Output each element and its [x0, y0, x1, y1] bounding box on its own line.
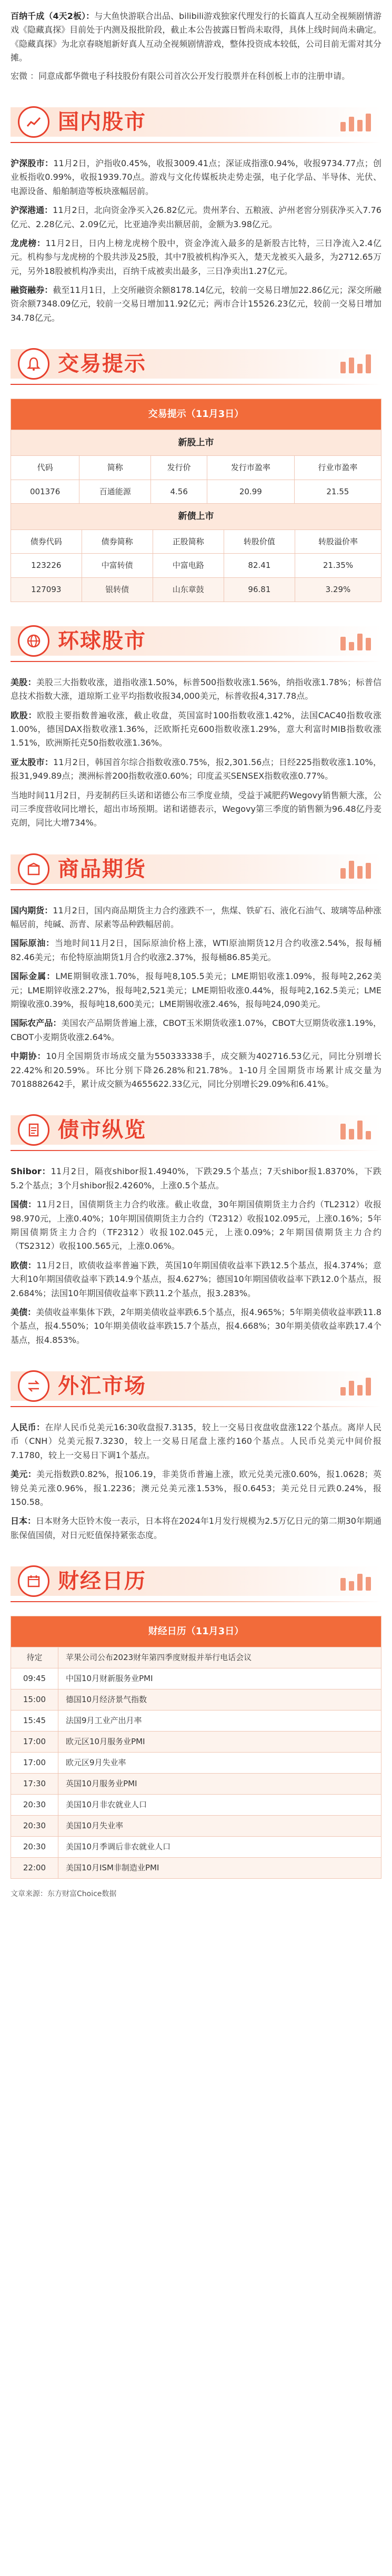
decoration — [337, 626, 374, 656]
para-text: 日本财务大臣铃木俊一表示，日本将在2024年1月发行规模为2.5万亿日元的第二期30年期通胀保值国债，对日元贬值保持紧张态度。 — [11, 1516, 381, 1540]
paragraph — [11, 709, 381, 750]
news-text: 与大鱼快游联合出品、bilibili游戏独家代理发行的长篇真人互动全视频剧情游戏《隐藏真探》目前处于内测及报批阶段，截止本公告披露日暂尚未取得，具体上线时间尚未确定。《隐藏真探》为北京春晓旭新好真人互动全视频剧情游戏，整体投资成本较低，公司目前无需对其分摊。 — [11, 11, 381, 63]
table-cell: 001376 — [11, 480, 79, 503]
calendar-time: 22:00 — [11, 1858, 58, 1878]
column-header: 正股简称 — [153, 530, 224, 554]
calendar-row — [11, 1668, 381, 1689]
paragraph — [11, 237, 381, 278]
calendar-rows — [11, 1647, 381, 1878]
para-lead: 欧股： — [11, 710, 37, 720]
para-lead: 龙虎榜： — [11, 238, 46, 248]
para-text: 美元指数跌0.82%，报106.19，非美货币普遍上涨，欧元兑美元涨0.60%，报1.0628；英镑兑美元涨0.96%，报1.2236；澳元兑美元涨1.53%，报0.6453；美元兑日元跌0.24%，报150.58。 — [11, 1469, 381, 1508]
table-row — [11, 480, 381, 503]
decoration — [337, 854, 374, 884]
section-title: 债市纵览 — [58, 1118, 146, 1143]
section-title: 环球股市 — [58, 628, 146, 653]
para-text: 11月2日，国内商品期货主力合约涨跌不一，焦煤、铁矿石、液化石油气、玻璃等品种涨幅居前，纯碱、沥青、尿素等品种跌幅居前。 — [11, 905, 381, 930]
section-title: 交易提示 — [58, 352, 146, 376]
calendar-event: 法国9月工业产出月率 — [66, 1716, 142, 1725]
calendar-event: 苹果公司公布2023财年第四季度财报并举行电话会议 — [66, 1653, 252, 1662]
news-item — [11, 69, 381, 83]
table-cell: 123226 — [11, 554, 82, 578]
calendar-row — [11, 1794, 381, 1815]
paragraph — [11, 1165, 381, 1193]
calendar-event: 中国10月财新服务业PMI — [66, 1674, 153, 1683]
column-header: 简称 — [79, 455, 151, 480]
para-text: 11月2日，韩国首尔综合指数收涨0.75%，报2,301.56点；日经225指数收涨1.10%，报31,949.89点；澳洲标普200指数收涨0.60%；印度孟买SENSEX指数收涨0.77%。 — [11, 757, 381, 781]
news-list — [11, 9, 381, 83]
para-lead: 国际农产品： — [11, 1018, 62, 1029]
para-text: 11月2日，沪指收0.45%，收报3009.41点；深证成指涨0.94%，收报9734.77点；创业板指收0.99%，收报1939.70点。游戏与文化传媒板块走势走强，电子化学品、半导体、光伏、电源设备、船舶制造等板块涨幅居前。 — [11, 158, 381, 196]
global-content — [11, 676, 381, 830]
news-lead: 百纳千成（4天2板）： — [11, 11, 95, 21]
section-header-calendar — [11, 1557, 381, 1605]
table-cell: 21.35% — [295, 554, 381, 578]
paragraph — [11, 936, 381, 964]
para-lead: 国债： — [11, 1199, 37, 1210]
paragraph — [11, 756, 381, 783]
table-subtitle: 新债上市 — [11, 503, 381, 529]
calendar-row — [11, 1836, 381, 1857]
para-text: LME期铜收涨1.70%，报每吨8,105.5美元；LME期铝收涨1.09%，报每吨2,262美元；LME期锌收涨2.27%，报每吨2,521美元；LME期铅收涨0.44%，报每吨2,162.5美元；LME期镍收涨0.39%，报每吨18,600美元；LME期锡收涨2.46%，报每吨24,090美元。 — [11, 971, 381, 1010]
para-lead: 人民币： — [11, 1422, 45, 1433]
calendar-event: 美国10月季调后非农就业人口 — [66, 1842, 171, 1851]
para-lead: 美股： — [11, 677, 36, 687]
table-cell: 20.99 — [207, 480, 294, 503]
source-footer: 文章来源：东方财富Choice数据 — [11, 1889, 117, 1898]
section-header-fx — [11, 1362, 381, 1410]
column-header: 债券代码 — [11, 530, 82, 554]
para-lead: 沪深股市： — [11, 158, 54, 168]
paragraph — [11, 283, 381, 325]
calendar-time: 待定 — [11, 1647, 58, 1668]
table-title: 交易提示（11月3日） — [11, 399, 381, 430]
calendar-time: 15:00 — [11, 1689, 58, 1710]
table-cell: 3.29% — [295, 578, 381, 602]
section-header-domestic — [11, 98, 381, 146]
column-header: 发行价 — [151, 455, 207, 480]
paragraph — [11, 203, 381, 231]
paragraph — [11, 1050, 381, 1091]
bell-icon — [18, 348, 49, 380]
paragraph — [11, 904, 381, 932]
calendar-row — [11, 1710, 381, 1731]
paragraph — [11, 1306, 381, 1347]
para-lead: Shibor： — [11, 1166, 51, 1177]
paragraph — [11, 789, 381, 830]
table-row — [11, 554, 381, 578]
para-lead: 日本： — [11, 1516, 36, 1526]
section-header-bond — [11, 1106, 381, 1154]
para-lead: 美元： — [11, 1469, 37, 1480]
para-text: 美股三大指数收涨，道指收涨1.50%，标普500指数收涨1.56%，纳指收涨1.78%；标普信息技术指数大涨，道琼斯工业平均指数收报34,000美元，标普收报4,317.78点。 — [11, 677, 381, 701]
para-text: 欧股主要指数普遍收涨，截止收盘，英国富时100指数收涨1.42%，法国CAC40指数收涨1.00%，德国DAX指数收涨1.36%，泛欧斯托克600指数收涨1.29%，意大利富时MIB指数收涨1.51%，欧洲斯托克50指数收涨1.36%。 — [11, 710, 381, 748]
column-header: 转股价值 — [224, 530, 295, 554]
decoration — [337, 349, 374, 379]
document-icon — [18, 1114, 49, 1146]
decoration — [337, 1115, 374, 1145]
commodity-content — [11, 904, 381, 1092]
para-text: 截至11月1日，上交所融资余额8178.14亿元，较前一交易日增加22.86亿元；深交所融资余额7348.09亿元，较前一交易日增加11.92亿元；两市合计15526.23亿元，较前一交易日增加34.78亿元。 — [11, 285, 381, 323]
table-cell: 82.41 — [224, 554, 295, 578]
calendar-row — [11, 1731, 381, 1752]
trade-table — [11, 399, 381, 602]
column-header: 发行市盈率 — [207, 455, 294, 480]
table-cell: 银转债 — [82, 578, 153, 602]
calendar-row — [11, 1647, 381, 1668]
paragraph — [11, 1468, 381, 1509]
calendar-event: 美国10月ISM非制造业PMI — [66, 1863, 159, 1872]
para-lead: 中期协： — [11, 1051, 46, 1062]
para-lead: 沪深港通： — [11, 205, 53, 216]
para-lead: 国际金属： — [11, 971, 56, 982]
column-header: 转股溢价率 — [295, 530, 381, 554]
paragraph — [11, 1421, 381, 1462]
section-header-trade — [11, 340, 381, 388]
paragraph — [11, 676, 381, 704]
calendar-event: 美国10月失业率 — [66, 1821, 124, 1830]
calendar-icon — [18, 1565, 49, 1597]
para-text: 当地时间11月2日，国际原油价格上涨，WTI原油期货12月合约收涨2.54%，报每桶82.46美元；布伦特原油期货1月合约收涨2.37%，报每桶86.85美元。 — [11, 938, 381, 962]
calendar-row — [11, 1815, 381, 1836]
calendar-row — [11, 1752, 381, 1773]
table-cell: 百通能源 — [79, 480, 151, 503]
calendar-time: 09:45 — [11, 1668, 58, 1689]
para-lead: 融资融券： — [11, 285, 53, 296]
para-lead: 国际原油： — [11, 938, 55, 949]
table-cell: 4.56 — [151, 480, 207, 503]
column-header: 代码 — [11, 455, 79, 480]
news-text: 宏微 ：同意成都华微电子科技股份有限公司首次公开发行股票并在科创板上市的注册申请。 — [11, 70, 350, 81]
decoration — [337, 107, 374, 137]
section-title: 商品期货 — [58, 857, 146, 881]
paragraph — [11, 1016, 381, 1044]
para-text: 11月2日，北向资金净买入26.82亿元。贵州茅台、五粮液、泸州老窖分别获净买入7.76亿元、2.28亿元、2.09亿元，比亚迪净卖出额居前，金额为3.98亿元。 — [11, 205, 381, 229]
para-text: 当地时间11月2日，丹麦制药巨头诺和诺德公布三季度业绩，受益于减肥药Wegovy销售额大涨，公司三季度营收同比增长，超出市场预期。诺和诺德表示，Wegovy第三季度的销售额为96.48亿丹麦克朗，同比大增734%。 — [11, 790, 381, 828]
paragraph — [11, 1514, 381, 1542]
decoration — [337, 1371, 374, 1401]
calendar-time: 20:30 — [11, 1795, 58, 1815]
calendar-title: 财经日历（11月3日） — [11, 1616, 381, 1647]
column-header: 行业市盈率 — [294, 455, 381, 480]
section-header-commodity — [11, 845, 381, 893]
paragraph — [11, 157, 381, 198]
para-lead: 欧债： — [11, 1260, 37, 1270]
section-header-global — [11, 617, 381, 665]
table-cell: 96.81 — [224, 578, 295, 602]
para-text: 11月2日，国债期货主力合约收涨。截止收盘，30年期国债期货主力合约（TL2312）收报98.970元，上涨0.40%；10年期国债期货主力合约（T2312）收报102.095元，上涨0.16%；5年期国债期货主力合约（TF2312）收报102.045元，上涨0.09%；2年期国债期货主力合约（TS2312）收报100.565元，上涨0.06%。 — [11, 1199, 381, 1251]
calendar-time: 20:30 — [11, 1816, 58, 1836]
para-text: 美国农产品期货普遍上涨，CBOT玉米期货收涨1.07%，CBOT大豆期货收涨1.19%，CBOT小麦期货收涨2.64%。 — [11, 1018, 381, 1042]
globe-icon — [18, 625, 49, 657]
calendar-time: 17:30 — [11, 1774, 58, 1794]
column-header: 债券简称 — [82, 530, 153, 554]
table-cell: 21.55 — [294, 480, 381, 503]
section-title: 财经日历 — [58, 1569, 146, 1594]
new-bond-table — [11, 530, 381, 602]
box-icon — [18, 853, 49, 885]
para-text: 11月2日，欧债收益率普遍下跌，英国10年期国债收益率下跌12.5个基点，报4.374%；意大利10年期国债收益率下跌14.9个基点，报4.627%；德国10年期国债收益率下跌12.0个基点，报2.684%；法国10年期国债收益率下跌11.2个基点，报3.283%。 — [11, 1260, 381, 1298]
calendar-row — [11, 1773, 381, 1794]
chart-icon — [18, 106, 49, 138]
table-cell: 中富转债 — [82, 554, 153, 578]
section-title: 国内股市 — [58, 109, 146, 134]
para-lead: 国内期货： — [11, 905, 53, 915]
calendar-event: 英国10月服务业PMI — [66, 1779, 137, 1788]
bond-content — [11, 1165, 381, 1347]
paragraph — [11, 970, 381, 1011]
calendar-event: 欧元区10月服务业PMI — [66, 1737, 145, 1746]
new-stock-table — [11, 455, 381, 504]
table-cell: 中富电路 — [153, 554, 224, 578]
news-item — [11, 9, 381, 65]
para-text: 在岸人民币兑美元16:30收盘报7.3135，较上一交易日夜盘收盘涨122个基点。离岸人民币（CNH）兑美元报7.3230，较上一交易日尾盘上涨约160个基点。人民币兑美元中间价报7.1780，较上一交易日下调1个基点。 — [11, 1422, 381, 1460]
calendar-row — [11, 1689, 381, 1710]
domestic-content — [11, 157, 381, 325]
table-cell: 127093 — [11, 578, 82, 602]
calendar-time: 17:00 — [11, 1753, 58, 1773]
para-lead: 美债： — [11, 1307, 36, 1317]
fx-content — [11, 1421, 381, 1542]
section-title: 外汇市场 — [58, 1374, 146, 1399]
calendar-event: 德国10月经济景气指数 — [66, 1695, 147, 1704]
calendar-time: 20:30 — [11, 1837, 58, 1857]
table-row — [11, 578, 381, 602]
calendar-event: 美国10月非农就业人口 — [66, 1800, 147, 1809]
para-text: 11月2日，隔夜shibor报1.4940%，下跌29.5个基点；7天shibor报1.8370%，下跌5.2个基点；3个月shibor报2.4260%，上涨0.5个基点。 — [11, 1166, 381, 1190]
para-lead: 亚太股市： — [11, 757, 54, 767]
paragraph — [11, 1259, 381, 1300]
calendar-table — [11, 1616, 381, 1879]
calendar-event: 欧元区9月失业率 — [66, 1758, 126, 1767]
exchange-icon — [18, 1370, 49, 1402]
table-subtitle: 新股上市 — [11, 430, 381, 455]
para-text: 10月全国期货市场成交量为550333338手，成交额为402716.53亿元，同比分别增长22.42%和20.59%。环比分别下降26.28%和21.78%。1-10月全国期货市场累计成交量为7018882642手，累计成交额为4655622.33亿元，同比分别增长29.09%和6.41%。 — [11, 1051, 381, 1089]
para-text: 美债收益率集体下跌，2年期美债收益率跌6.5个基点，报4.965%；5年期美债收益率跌11.8个基点，报4.550%；10年期美债收益率跌15.7个基点，报4.668%；30年期美债收益率跌17.4个基点，报4.853%。 — [11, 1307, 381, 1345]
paragraph — [11, 1198, 381, 1254]
calendar-time: 15:45 — [11, 1710, 58, 1731]
calendar-row — [11, 1857, 381, 1878]
decoration — [337, 1566, 374, 1596]
calendar-time: 17:00 — [11, 1732, 58, 1752]
table-cell: 山东章鼓 — [153, 578, 224, 602]
para-text: 11月2日，日内上榜龙虎榜个股中，资金净流入最多的是新股吉比特，三日净流入2.4亿元。机构参与龙虎榜的个股共涉及25股，其中7股被机构净买入，楚天龙被买入最多，为2712.65万元，另外18股被机构净卖出，百纳千成被卖出最多，三日净卖出1.27亿元。 — [11, 238, 381, 276]
